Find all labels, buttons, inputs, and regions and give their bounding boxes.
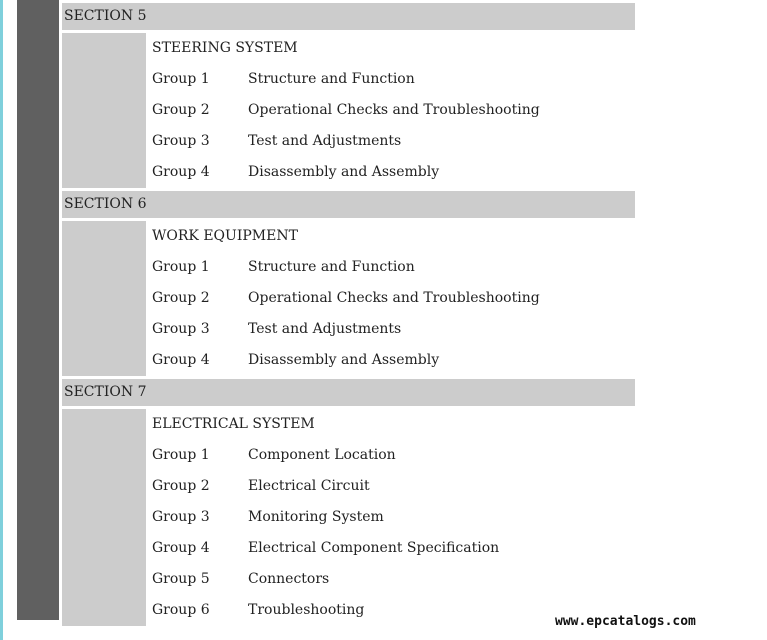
group-row[interactable] xyxy=(152,471,635,502)
table-of-contents xyxy=(62,3,635,629)
left-dark-column xyxy=(17,0,59,620)
group-number: Group 4 xyxy=(152,352,210,368)
group-row[interactable] xyxy=(152,345,635,376)
group-row[interactable] xyxy=(152,64,635,95)
group-number: Group 4 xyxy=(152,540,210,556)
group-row[interactable] xyxy=(152,283,635,314)
group-number: Group 3 xyxy=(152,321,210,337)
group-number: Group 3 xyxy=(152,133,210,149)
group-name: Component Location xyxy=(248,447,396,463)
section-7-header: SECTION 7 xyxy=(62,379,635,406)
group-name: Structure and Function xyxy=(248,259,415,275)
group-number: Group 5 xyxy=(152,571,210,587)
section-indent xyxy=(62,409,146,626)
group-name: Structure and Function xyxy=(248,71,415,87)
section-7-body xyxy=(62,409,635,626)
section-indent xyxy=(62,221,146,376)
section-content xyxy=(146,409,635,626)
page-left-border xyxy=(0,0,3,640)
section-5-header: SECTION 5 xyxy=(62,3,635,30)
group-number: Group 1 xyxy=(152,71,210,87)
section-content xyxy=(146,221,635,376)
section-indent xyxy=(62,33,146,188)
group-row[interactable] xyxy=(152,126,635,157)
group-number: Group 4 xyxy=(152,164,210,180)
group-name: Monitoring System xyxy=(248,509,384,525)
group-number: Group 6 xyxy=(152,602,210,618)
group-number: Group 3 xyxy=(152,509,210,525)
section-content xyxy=(146,33,635,188)
section-6-body xyxy=(62,221,635,376)
group-row[interactable] xyxy=(152,95,635,126)
group-name: Test and Adjustments xyxy=(248,321,402,337)
group-number: Group 2 xyxy=(152,102,210,118)
group-number: Group 2 xyxy=(152,478,210,494)
group-row[interactable] xyxy=(152,533,635,564)
group-name: Operational Checks and Troubleshooting xyxy=(248,102,540,118)
group-name: Electrical Component Specification xyxy=(248,540,500,556)
group-name: Operational Checks and Troubleshooting xyxy=(248,290,540,306)
group-row[interactable] xyxy=(152,564,635,595)
section-6-header: SECTION 6 xyxy=(62,191,635,218)
section-title: WORK EQUIPMENT xyxy=(152,228,298,244)
group-number: Group 2 xyxy=(152,290,210,306)
group-name: Disassembly and Assembly xyxy=(248,164,440,180)
group-row[interactable] xyxy=(152,314,635,345)
section-5-body xyxy=(62,33,635,188)
group-name: Connectors xyxy=(248,571,330,587)
group-name: Electrical Circuit xyxy=(248,478,370,494)
group-row[interactable] xyxy=(152,157,635,188)
group-number: Group 1 xyxy=(152,447,210,463)
group-name: Disassembly and Assembly xyxy=(248,352,440,368)
group-name: Troubleshooting xyxy=(248,602,365,618)
group-number: Group 1 xyxy=(152,259,210,275)
group-row[interactable] xyxy=(152,252,635,283)
group-name: Test and Adjustments xyxy=(248,133,402,149)
group-row[interactable] xyxy=(152,440,635,471)
group-row[interactable] xyxy=(152,502,635,533)
section-title: STEERING SYSTEM xyxy=(152,40,298,56)
watermark-url: www.epcatalogs.com xyxy=(555,614,696,629)
section-title: ELECTRICAL SYSTEM xyxy=(152,416,315,432)
